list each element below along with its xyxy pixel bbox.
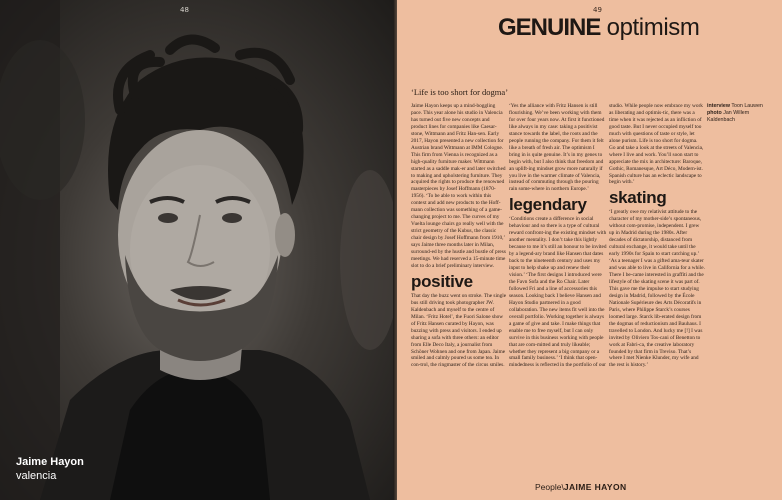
credit-interview-label: interview — [707, 103, 730, 109]
credits-column — [707, 103, 777, 124]
column-2-body-text: ‘Conditions create a difference in social behaviour and so there is a type of cultural reward confront-ing the existing mindset with another mentality. I don’t take this lightly because to me it’s still an honour to be invited by a legend-ary brand like Hansen that dates back to the nineteenth century and uses my input to help shake up and renew their vision.’ ‘The first designs I introduced were the Favn Sofa and the Ro Chair. Later followed Fri and a line of accessories this season. Looking back I believe Hansen and Hayon Studio partnered in a good collaboration. The new items fit well into the overall portfolio. Working together is always a game of give and take. I make things that enable me to free myself, but I can only survive in this business working with people that are com-mitted and truly likeable; whether they represent a big company or a small family business.’ ‘I think that open-mindedness is reflected in the portfolio of our — [509, 216, 607, 369]
column-1-body-text: That day the buzz went on stroke. The single bus still driving took photographer JW. Kaldenbach and myself to the centre of Milan. ‘Fritz Hotel’, the Fuori Salone show of Fritz Hansen curated by Hayon, was buzzing with press and visitors. I ended up sharing a sofa with three others: an editor from Elle Deco Italy, a journalist from Schöner Wohnen and one from Japan. Jaime smiled and calmly poured us some tea. In con-trol, the ringmaster of the circus smiles. — [411, 292, 507, 369]
headline-bold: GENUINE — [498, 14, 601, 41]
article-column-3 — [609, 103, 705, 369]
column-1-intro-text: Jaime Hayon keeps up a mind-boggling pace. This year alone his studio in Valencia has turned out five new concepts and product lines for companies like Caesar-stone, Wittmann and Fritz Han-sen. Early 2017, Hayon presented a new collection for Austrian brand Wittmann at IMM Cologne. This firm from Vienna is recognized as a high-quality furniture maker. Wittmann started as a saddle mak-er and later switched to making and upholstering furniture. They acquired the rights to produce the renowned masterpieces by Josef Hoffmann (1870-1956). ‘To be able to work within this context and add new products to the Hoff-mann collection was something of a game-changing project to me. The curves of my Vuelta lounge chairs go really well with the strict geometry of the Kubus, the classic chair design by Josef Hoffmann from 1910,’ says Jaime three months later in Milan, surround-ed by the hustle and bustle of press meetings. We had reserved a 15-minute time slot to do a brief preliminary interview. — [411, 103, 506, 269]
column-3-body-text: ‘I greatly owe my relativist attitude to the character of my mother-side’s spontaneous, without com-promise, independent. I grew up in Madrid during the 1980s. After decades of dictatorship, distanced from cultural exchange, it would take until the early 1990s for Spain to start catching up.’ ‘As a teenager I was a gifted ama-teur skater and was able to live in California for a while. There I be-came interested in graffiti and the lifestyle of the skating scene it was part of. This gave me the impulse to start studying design in Madrid, followed by the École Nationale Supérieure des Arts Décoratifs in Paris, where Philippe Starck’s courses loomed large. Starck lib-erated design from the dogmas of reductionism and Bauhaus. I travelled to London. And lucky me [!] I was invited by Oliviero Tos-cani of Benetton to work at Fabri-ca, the creative laboratory founded by that firm in Treviso. That’s where I met Nienke Klunder, my wife and the rest is history.’ — [609, 209, 705, 369]
column-3-intro-text: studio. While people now embrace my work as liberating and optimis-tic, there was a time when it was rejected as an infliction of good taste. But I never occupied myself too much with questions of taste or style, let alone purism. Life is too short for dogma. Go and take a look at the streets of Valencia, where I live and work. You’ll soon start to appreciate the mix in architecture: Baroque, Gothic, Romanesque, Art Déco, Modern-ist. Spanish culture has an eclectic landscape to begin with.’ — [609, 103, 704, 186]
credit-photo-value: Jan Willem Kaldenbach — [707, 110, 750, 123]
page-number-left: 48 — [180, 6, 189, 14]
page-footer — [535, 482, 627, 492]
page-number-right: 49 — [593, 6, 602, 14]
footer-name: JAIME HAYON — [563, 482, 627, 492]
footer-section: People\ — [535, 482, 564, 492]
subheading-positive: positive — [411, 271, 473, 291]
article-column-1 — [411, 103, 507, 369]
credit-photo — [707, 110, 777, 124]
pull-quote: ‘Life is too short for dogma’ — [411, 87, 509, 97]
column-2-intro-text: ‘Yes the alliance with Fritz Hansen is still flourishing. We’ve been working with them for over four years now. At first it functioned like always in my case: taking a positivist stance towards the label, the roots and the people running the company. For them it felt like a breath of fresh air. The optimism I bring in is quite genuine. It’s in my genes to begin with, but I also think that freedom and an uplift-ing mindset grow more naturally if you live in the warmer climate of Valencia, instead of commuting through the pouring rain some-where in northern Europe.’ — [509, 103, 605, 193]
credit-interview — [707, 103, 777, 110]
photo-caption-city: valencia — [16, 470, 57, 482]
subheading-legendary: legendary — [509, 195, 587, 215]
article-page — [397, 0, 782, 500]
article-column-2 — [509, 103, 607, 369]
headline-regular: optimism — [606, 14, 700, 41]
subheading-skating: skating — [609, 188, 667, 208]
credit-interview-value: Toon Lauwen — [731, 103, 763, 109]
credit-photo-label: photo — [707, 110, 722, 116]
article-headline — [498, 14, 699, 42]
photo-caption-name: Jaime Hayon — [16, 456, 84, 468]
